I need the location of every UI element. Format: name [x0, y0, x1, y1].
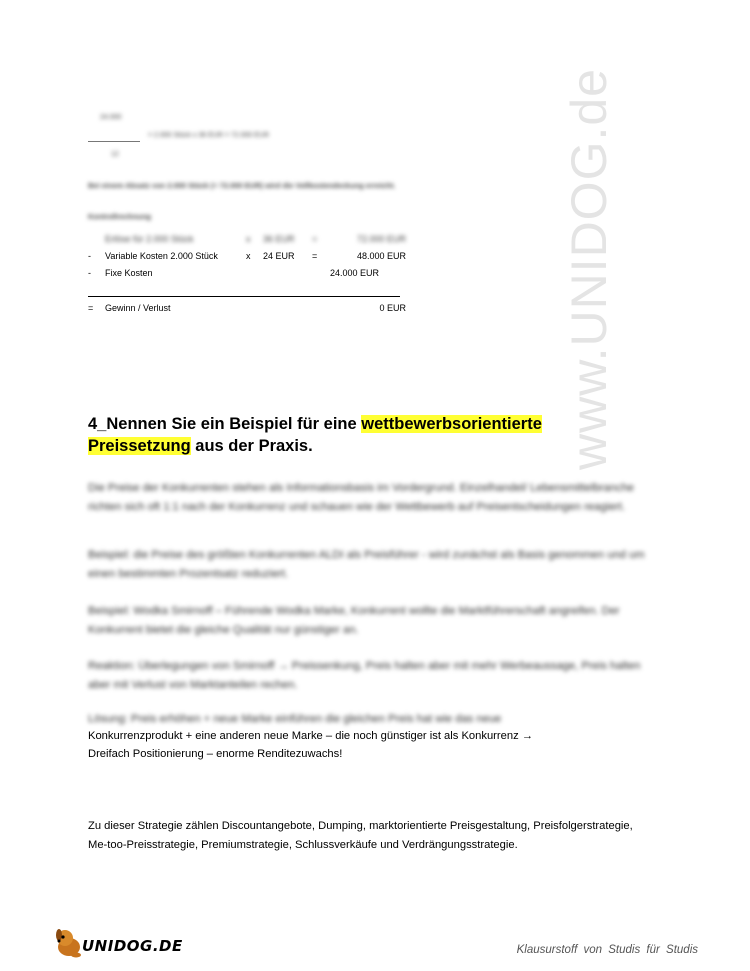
row-equals: = [312, 234, 318, 244]
paragraph-5-line-2: Konkurrenzprodukt + eine anderen neue Marke – die noch günstiger ist als Konkurrenz → [88, 730, 533, 742]
calc-row-profit [88, 303, 408, 317]
question-heading [88, 413, 648, 457]
row-price: 24 EUR [263, 251, 295, 261]
row-sign: - [88, 251, 91, 261]
sum-rule [88, 296, 400, 297]
fraction-numerator: 24.000 [100, 114, 122, 121]
dog-icon [52, 925, 86, 959]
row-price: 36 EUR [263, 234, 295, 244]
row-value: 0 EUR [379, 303, 406, 313]
heading-part1: 4_Nennen Sie ein Beispiel für eine [88, 415, 362, 433]
unidog-logo[interactable] [52, 925, 182, 959]
row-value: 48.000 EUR [356, 251, 406, 261]
row-label: Gewinn / Verlust [105, 303, 171, 313]
row-sign: = [88, 303, 94, 313]
paragraph-6: Zu dieser Strategie zählen Discountangebote, Dumping, marktorientierte Preisgestaltung, Preisfolgerstrategie, Me-too-Preisstrategie, Premiumstrategie, Schlussverkäufe und Verdrängungsstrategie. [88, 820, 633, 851]
heading-part2: aus der Praxis. [190, 437, 313, 455]
fraction-denominator: 12 [111, 151, 119, 158]
footer-tagline: Klausurstoff von Studis für Studis [516, 944, 698, 956]
paragraph-5-line-3: Dreifach Positionierung – enorme Renditezuwachs! [88, 748, 343, 760]
paragraph-3: Beispiel: Wodka Smirnoff – Führende Wodka Marke, Konkurrent wollte die Marktführerschaft angreifen. Der Konkurrent bietet die gleiche Qualität nur günstiger an. [88, 605, 620, 636]
row-equals: = [312, 251, 318, 261]
calc-row-revenue [88, 234, 408, 248]
paragraph-4: Reaktion: Überlegungen von Smirnoff → Preissenkung, Preis halten aber mit mehr Werbeaussage, Preis halten aber mit Verlust von Marktanteilen rechen. [88, 660, 641, 691]
row-label: Fixe Kosten [105, 268, 153, 278]
heading-highlight-2: Preissetzung [88, 437, 191, 455]
logo-text: UNIDOG.DE [82, 937, 183, 955]
breakeven-sentence: Bei einem Absatz von 2.000 Stück (= 72.000 EUR) wird die Vollkostendeckung erreicht. [88, 181, 396, 190]
fraction-result: = 2.000 Stück x 36 EUR = 72.000 EUR [148, 132, 270, 139]
row-operator: x [246, 234, 251, 244]
paragraph-5-blurred: Lösung: Preis erhöhen + neue Marke einführen die gleichen Preis hat wie das neue [88, 713, 502, 725]
row-value: 24.000 EUR [330, 268, 380, 278]
row-label: Variable Kosten 2.000 Stück [105, 251, 218, 261]
heading-highlight-1: wettbewerbsorientierte [361, 415, 542, 433]
row-operator: x [246, 251, 251, 261]
control-calculation-title: Kontrollrechnung [88, 212, 151, 221]
row-value: 72.000 EUR [356, 234, 406, 244]
row-sign: - [88, 268, 91, 278]
calc-row-variable-costs [88, 251, 408, 265]
row-label: Erlöse für 2.000 Stück [105, 234, 194, 244]
fraction-line [88, 141, 140, 142]
paragraph-1: Die Preise der Konkurrenten stehen als Informationsbasis im Vordergrund. Einzelhandel/ Lebensmittelbranche richten sich oft 1:1 nach der Konkurrenz und schauen wie der Wettbewerb auf Preisentscheidungen reagiert. [88, 482, 635, 513]
watermark: www.UNIDOG.de [561, 68, 617, 470]
paragraph-2: Beispiel: die Preise des größten Konkurrenten ALDI als Preisführer - wird zunächst als Basis genommen und um einen bestimmten Prozentsatz reduziert. [88, 549, 645, 580]
calc-row-fixed-costs [88, 268, 408, 282]
